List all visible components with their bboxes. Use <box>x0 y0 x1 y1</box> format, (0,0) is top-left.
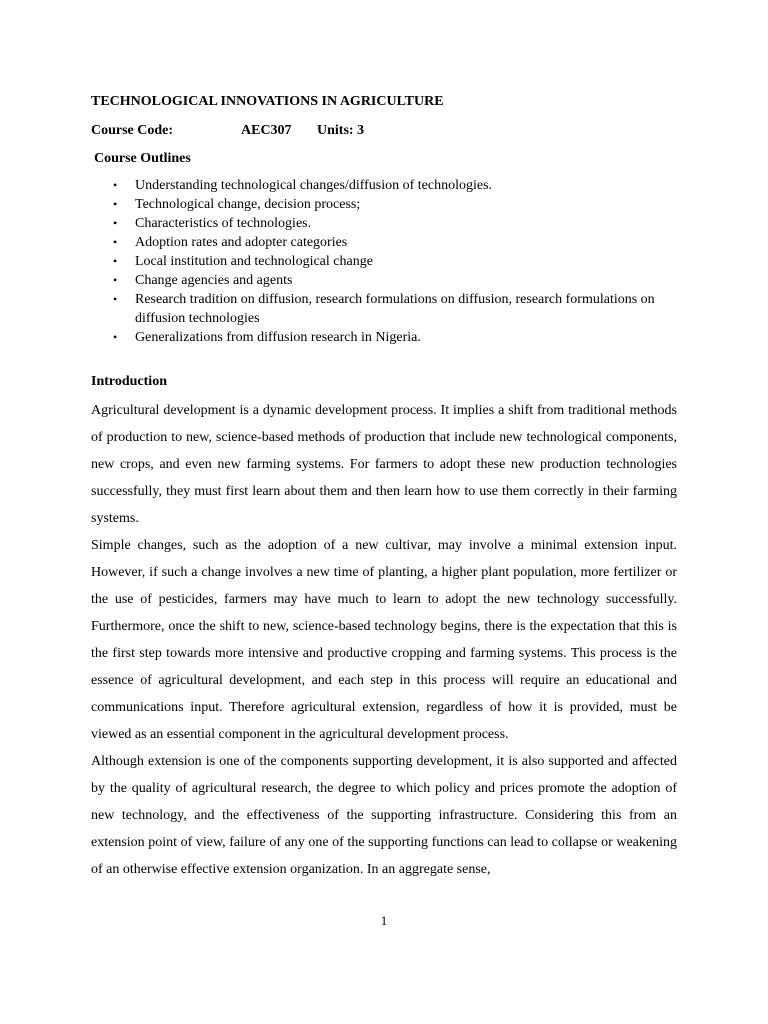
bullet-icon: • <box>113 235 118 249</box>
outline-item-text: Change agencies and agents <box>135 273 293 288</box>
page-number: 1 <box>380 913 388 928</box>
course-code-label: Course Code: <box>91 123 174 138</box>
bullet-icon: • <box>113 216 118 230</box>
course-outlines-heading: Course Outlines <box>94 151 191 166</box>
introduction-heading: Introduction <box>91 374 167 389</box>
outline-item <box>91 271 677 290</box>
outline-item-text: Technological change, decision process; <box>135 197 361 212</box>
bullet-icon: • <box>113 292 118 306</box>
course-units: Units: 3 <box>317 123 365 138</box>
body-paragraph: Simple changes, such as the adoption of a new cultivar, may involve a minimal extension input. However, if such a change involves a new time of planting, a higher plant population, more fertilizer or the use of pesticides, farmers may have much to learn to adopt the new technology successfully. Furthermore, once the shift to new, science-based technology begins, there is the expectation that this is the first step towards more intensive and productive cropping and farming systems. This process is the essence of agricultural development, and each step in this process will require an educational and communications input. Therefore agricultural extension, regardless of how it is provided, must be viewed as an essential component in the agricultural development process. <box>91 538 677 742</box>
outline-item-text: Local institution and technological change <box>135 254 373 269</box>
bullet-icon: • <box>113 330 118 344</box>
outline-item-text: Understanding technological changes/diffusion of technologies. <box>135 178 493 193</box>
outline-item-text: Generalizations from diffusion research in Nigeria. <box>135 330 421 345</box>
course-info-line <box>91 122 677 140</box>
outline-item <box>91 195 677 214</box>
outline-item <box>91 328 677 347</box>
outline-item <box>91 233 677 252</box>
bullet-icon: • <box>113 273 118 287</box>
bullet-icon: • <box>113 254 118 268</box>
course-outline-list <box>91 176 677 347</box>
outline-item-text: Characteristics of technologies. <box>135 216 312 231</box>
bullet-icon: • <box>113 197 118 211</box>
outline-item <box>91 214 677 233</box>
bullet-icon: • <box>113 178 118 192</box>
outline-item <box>91 252 677 271</box>
outline-item <box>91 176 677 195</box>
body-paragraph: Although extension is one of the components supporting development, it is also supported and affected by the quality of agricultural research, the degree to which policy and prices promote the adoption of new technology, and the effectiveness of the supporting infrastructure. Considering this from an extension point of view, failure of any one of the supporting functions can lead to collapse or weakening of an otherwise effective extension organization. In an aggregate sense, <box>91 754 677 877</box>
body-paragraph: Agricultural development is a dynamic development process. It implies a shift from traditional methods of production to new, science-based methods of production that include new technological components, new crops, and even new farming systems. For farmers to adopt these new production technologies successfully, they must first learn about them and then learn how to use them correctly in their farming systems. <box>91 403 677 526</box>
outline-item-text: Adoption rates and adopter categories <box>135 235 348 250</box>
outline-item <box>91 290 677 328</box>
course-code-value: AEC307 <box>241 123 292 138</box>
document-page <box>91 93 677 883</box>
document-title: TECHNOLOGICAL INNOVATIONS IN AGRICULTURE <box>91 94 444 109</box>
outline-item-text: Research tradition on diffusion, research formulations on diffusion, research formulations on diffusion technologies <box>135 292 655 326</box>
